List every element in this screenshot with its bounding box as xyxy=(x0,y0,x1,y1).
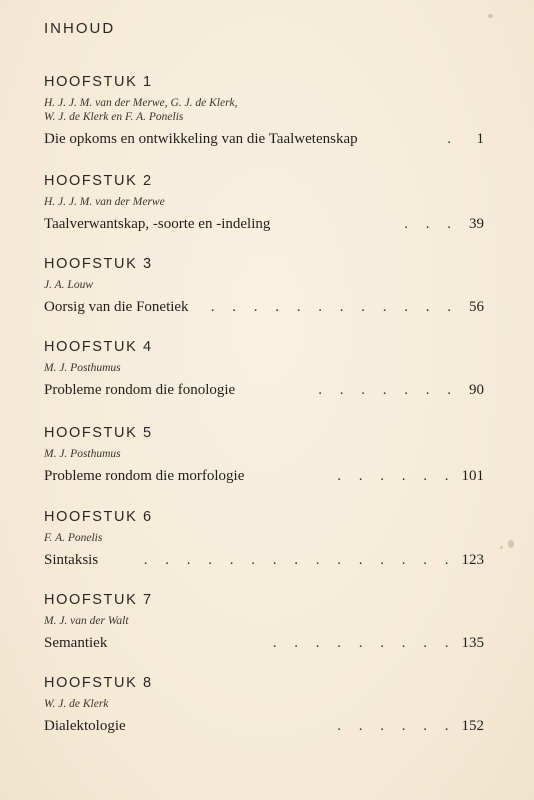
chapter-authors-line-1: H. J. J. M. van der Merwe, G. J. de Klerk, xyxy=(44,97,238,109)
chapter-authors-line-1: J. A. Louw xyxy=(44,279,93,291)
chapter-title: Taalverwantskap, -soorte en -indeling xyxy=(44,216,271,232)
chapter-title: Semantiek xyxy=(44,635,108,651)
chapter-entry-4 xyxy=(44,338,484,400)
chapter-authors xyxy=(44,614,484,628)
chapter-title-line[interactable] xyxy=(44,551,484,570)
dot-leader: . . . . . . . xyxy=(318,382,458,398)
chapter-title-line[interactable] xyxy=(44,130,484,149)
chapter-authors xyxy=(44,195,484,209)
chapter-title: Dialektologie xyxy=(44,718,126,734)
chapter-title: Die opkoms en ontwikkeling van die Taalwetenskap xyxy=(44,131,358,147)
paper-speck xyxy=(508,540,514,548)
chapter-entry-5 xyxy=(44,424,484,486)
dot-leader: . . . xyxy=(404,216,458,232)
chapter-authors-line-1: M. J. Posthumus xyxy=(44,448,121,460)
page-number: 123 xyxy=(461,552,484,568)
chapter-title-line[interactable] xyxy=(44,467,484,486)
dot-leader: . . . . . . . . . . . . . . . xyxy=(143,552,456,568)
dot-leader: . . . . . . xyxy=(337,718,456,734)
page-number: 39 xyxy=(469,216,484,232)
chapter-heading: HOOFSTUK 4 xyxy=(44,339,153,355)
chapter-authors xyxy=(44,96,484,124)
chapter-authors-line-1: H. J. J. M. van der Merwe xyxy=(44,196,165,208)
chapter-heading: HOOFSTUK 3 xyxy=(44,256,153,272)
chapter-title-line[interactable] xyxy=(44,215,484,234)
chapter-authors-line-1: M. J. Posthumus xyxy=(44,362,121,374)
chapter-title: Sintaksis xyxy=(44,552,99,568)
chapter-title-line[interactable] xyxy=(44,717,484,736)
chapter-entry-7 xyxy=(44,591,484,653)
chapter-title: Oorsig van die Fonetiek xyxy=(44,299,189,315)
chapter-heading: HOOFSTUK 8 xyxy=(44,675,153,691)
page-number: 152 xyxy=(461,718,484,734)
chapter-heading: HOOFSTUK 2 xyxy=(44,173,153,189)
chapter-authors-line-1: W. J. de Klerk xyxy=(44,698,109,710)
page-number: 56 xyxy=(469,299,484,315)
chapter-title: Probleme rondom die fonologie xyxy=(44,382,236,398)
chapter-title-line[interactable] xyxy=(44,381,484,400)
page-title: INHOUD xyxy=(44,20,116,37)
chapter-heading: HOOFSTUK 6 xyxy=(44,509,153,525)
chapter-authors xyxy=(44,278,484,292)
chapter-authors-line-1: F. A. Ponelis xyxy=(44,532,103,544)
chapter-title-line[interactable] xyxy=(44,634,484,653)
chapter-entry-3 xyxy=(44,255,484,317)
chapter-authors-line-1: M. J. van der Walt xyxy=(44,615,129,627)
chapter-authors xyxy=(44,697,484,711)
paper-speck xyxy=(488,14,493,18)
chapter-authors xyxy=(44,447,484,461)
paper-speck xyxy=(500,546,503,549)
dot-leader: . . . . . . xyxy=(337,468,456,484)
page-number: 90 xyxy=(469,382,484,398)
chapter-authors-line-2: W. J. de Klerk en F. A. Ponelis xyxy=(44,111,184,123)
chapter-authors xyxy=(44,361,484,375)
page-number: 101 xyxy=(461,468,484,484)
page-number: 135 xyxy=(461,635,484,651)
chapter-entry-1 xyxy=(44,73,484,149)
chapter-heading: HOOFSTUK 1 xyxy=(44,74,153,90)
chapter-heading: HOOFSTUK 5 xyxy=(44,425,153,441)
dot-leader: . . . . . . . . . . . . xyxy=(210,299,458,315)
chapter-entry-6 xyxy=(44,508,484,570)
dot-leader: . . . . . . . . . xyxy=(272,635,456,651)
chapter-authors xyxy=(44,531,484,545)
chapter-heading: HOOFSTUK 7 xyxy=(44,592,153,608)
chapter-entry-8 xyxy=(44,674,484,736)
dot-leader: . xyxy=(447,131,458,147)
page-number: 1 xyxy=(476,131,484,147)
chapter-title: Probleme rondom die morfologie xyxy=(44,468,245,484)
chapter-title-line[interactable] xyxy=(44,298,484,317)
chapter-entry-2 xyxy=(44,172,484,234)
